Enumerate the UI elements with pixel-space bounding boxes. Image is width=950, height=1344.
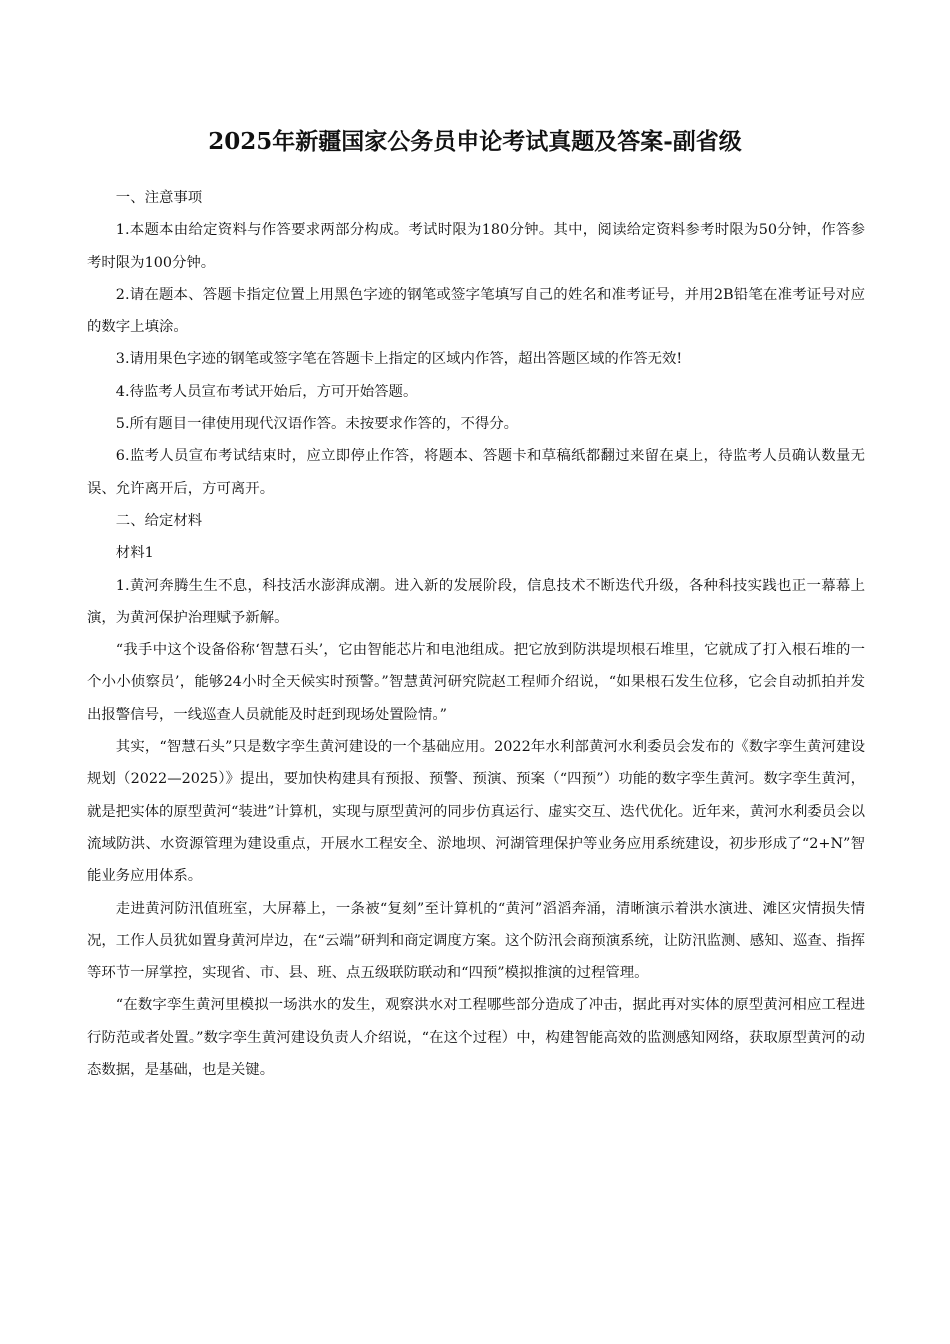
notice-item: 5.所有题目一律使用现代汉语作答。未按要求作答的，不得分。	[115, 416, 519, 433]
document-title: 2025年新疆国家公务员申论考试真题及答案-副省级	[208, 128, 742, 155]
section-heading-materials: 二、给定材料	[115, 512, 203, 529]
notice-item: 6.监考人员宣布考试结束时，应立即停止作答，将题本、答题卡和草稿纸都翻过来留在桌上，待监考人员确认数量无误、允许离开后，方可离开。	[87, 448, 865, 497]
material-paragraph: 其实，“智慧石头”只是数字孪生黄河建设的一个基础应用。2022年水利部黄河水利委员会发布的《数字孪生黄河建设规划（2022—2025）》提出，要加快构建具有预报、预警、预演、预案（“四预”）功能的数字孪生黄河。数字孪生黄河，就是把实体的原型黄河“装进”计算机，实现与原型黄河的同步仿真运行、虚实交互、迭代优化。近年来，黄河水利委员会以流域防洪、水资源管理为建设重点，开展水工程安全、淤地坝、河湖管理保护等业务应用系统建设，初步形成了“2+N”智能业务应用体系。	[87, 739, 865, 885]
material-paragraph: “在数字孪生黄河里模拟一场洪水的发生，观察洪水对工程哪些部分造成了冲击，据此再对实体的原型黄河相应工程进行防范或者处置。”数字孪生黄河建设负责人介绍说，“在这个过程）中，构建智能高效的监测感知网络，获取原型黄河的动态数据，是基础，也是关键。	[87, 997, 865, 1079]
material-paragraph: 1.黄河奔腾生生不息，科技活水澎湃成潮。进入新的发展阶段，信息技术不断迭代升级，各种科技实践也正一幕幕上演，为黄河保护治理赋予新解。	[87, 577, 865, 626]
document-body	[87, 182, 865, 1086]
notice-item: 4.待监考人员宣布考试开始后，方可开始答题。	[115, 383, 418, 400]
material-label: 材料1	[115, 545, 154, 562]
notice-item: 2.请在题本、答题卡指定位置上用黑色字迹的钢笔或签字笔填写自己的姓名和准考证号，并用2B铅笔在准考证号对应的数字上填涂。	[87, 286, 865, 336]
material-paragraph: 走进黄河防汛值班室，大屏幕上，一条被“复刻”至计算机的“黄河”滔滔奔涌，清晰演示着洪水演进、滩区灾情损失情况，工作人员犹如置身黄河岸边，在“云端”研判和商定调度方案。这个防汛会商预演系统，让防汛监测、感知、巡查、指挥等环节一屏掌控，实现省、市、县、班、点五级联防联动和“四预”模拟推演的过程管理。	[87, 900, 865, 982]
section-heading-notice: 一、注意事项	[115, 190, 203, 206]
notice-item: 1.本题本由给定资料与作答要求两部分构成。考试时限为180分钟。其中，阅读给定资料参考时限为50分钟，作答参考时限为100分钟。	[87, 222, 865, 271]
material-paragraph: “我手中这个设备俗称‘智慧石头’，它由智能芯片和电池组成。把它放到防洪堤坝根石堆里，它就成了打入根石堆的一个小小侦察员’，能够24小时全天候实时预警。”智慧黄河研究院赵工程师介绍说，“如果根石发生位移，它会自动抓拍并发出报警信号，一线巡查人员就能及时赶到现场处置险情。”	[87, 642, 865, 723]
notice-item: 3.请用果色字迹的钢笔或签字笔在答题卡上指定的区域内作答，超出答题区域的作答无效!	[115, 351, 683, 368]
